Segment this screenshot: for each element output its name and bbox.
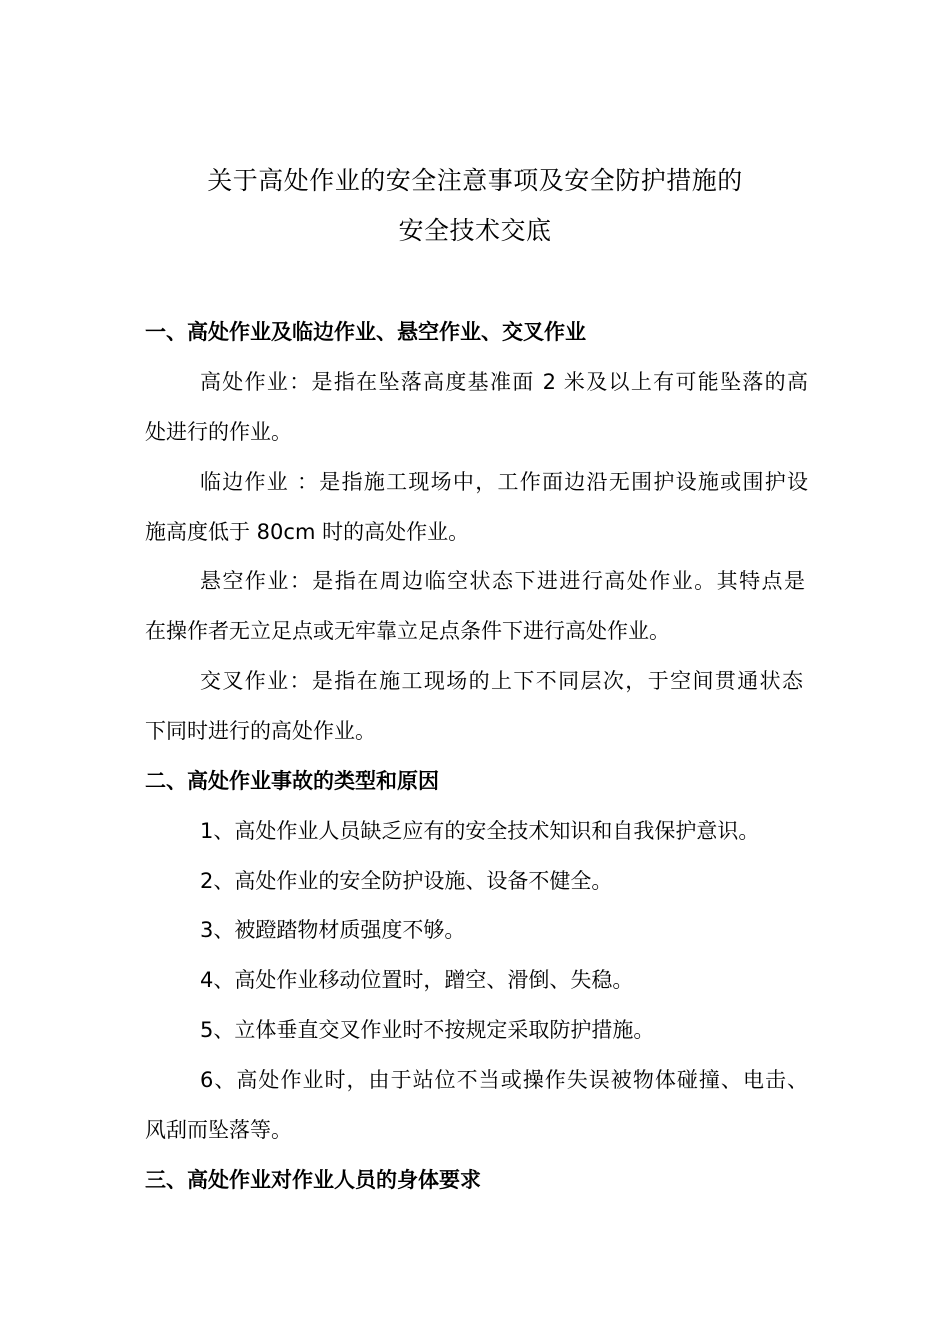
list-item: 5、立体垂直交叉作业时不按规定采取防护措施。 — [200, 1018, 655, 1042]
definition-high-work-line-2: 处进行的作业。 — [145, 420, 292, 444]
definition-cross-work-line-2: 下同时进行的高处作业。 — [145, 719, 376, 743]
list-item-6-line-1: 6、高处作业时，由于站位不当或操作失误被物体碰撞、电击、 — [200, 1068, 808, 1092]
definition-edge-work-line-2: 施高度低于 80cm 时的高处作业。 — [145, 520, 470, 544]
definition-edge-work-line-1: 临边作业 ：是指施工现场中，工作面边沿无围护设施或围护设 — [200, 470, 808, 494]
list-item: 4、高处作业移动位置时，蹭空、滑倒、失稳。 — [200, 968, 634, 992]
document-title-line-2: 安全技术交底 — [398, 216, 552, 245]
list-item: 3、被蹬踏物材质强度不够。 — [200, 918, 466, 942]
section-3-heading: 三、高处作业对作业人员的身体要求 — [145, 1168, 481, 1192]
list-item: 1、高处作业人员缺乏应有的安全技术知识和自我保护意识。 — [200, 819, 760, 843]
list-item: 2、高处作业的安全防护设施、设备不健全。 — [200, 869, 613, 893]
definition-cross-work-line-1: 交叉作业：是指在施工现场的上下不同层次，于空间贯通状态 — [200, 669, 803, 693]
section-2-heading: 二、高处作业事故的类型和原因 — [145, 769, 439, 793]
list-item-6-line-2: 风刮而坠落等。 — [145, 1118, 292, 1142]
definition-high-work-line-1: 高处作业：是指在坠落高度基准面 2 米及以上有可能坠落的高 — [200, 370, 808, 394]
definition-suspended-work-line-1: 悬空作业：是指在周边临空状态下进进行高处作业。其特点是 — [200, 569, 805, 593]
definition-suspended-work-line-2: 在操作者无立足点或无牢靠立足点条件下进行高处作业。 — [145, 619, 670, 643]
section-1-heading: 一、高处作业及临边作业、悬空作业、交叉作业 — [145, 320, 586, 344]
document-title-line-1: 关于高处作业的安全注意事项及安全防护措施的 — [207, 166, 743, 195]
